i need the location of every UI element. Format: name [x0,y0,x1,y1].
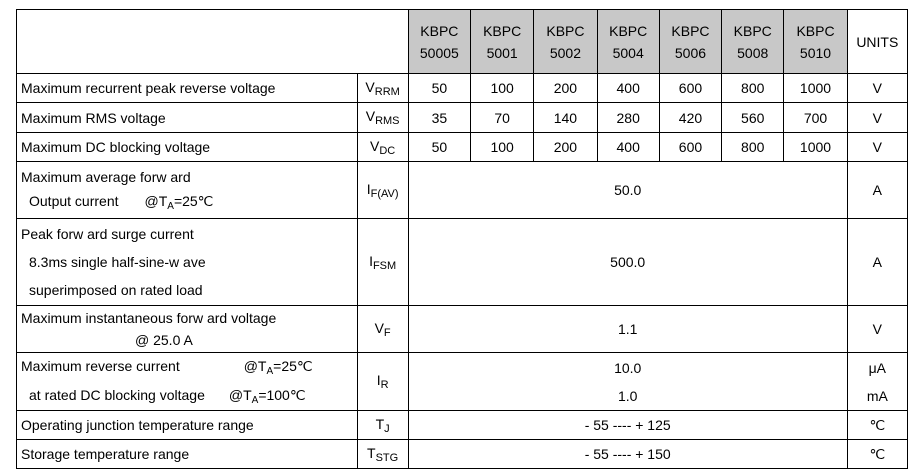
model-header: KBPC 5004 [597,10,659,74]
value-cell: 700 [784,103,847,133]
unit-cell: V [847,74,907,103]
value-cell: 420 [659,103,721,133]
units-header: UNITS [847,10,907,74]
ratings-table [16,9,908,469]
value-cell: 140 [534,103,597,133]
value-cell: 400 [597,74,659,103]
param-symbol: $I_{FSM}$ [357,219,408,306]
table-row-tj [17,411,908,440]
value-cell: 560 [722,103,784,133]
model-header: KBPC 5006 [659,10,721,74]
value-cell: 10.0 1.0 [408,353,847,411]
table-row-vf [17,306,908,353]
value-cell: 400 [597,133,659,162]
param-description: Maximum average forw ard Output current $@T_A=25℃$ [17,162,358,219]
param-symbol: $V_{RRM}$ [357,74,408,103]
value-cell: 200 [534,74,597,103]
value-cell: 800 [722,74,784,103]
value-cell: 100 [471,133,534,162]
param-symbol: $T_J$ [357,411,408,440]
param-description: Maximum instantaneous forw ard voltage @ 25.0 A [17,306,358,353]
value-cell: 600 [659,133,721,162]
table-row-ifsm [17,219,908,306]
value-cell: 800 [722,133,784,162]
param-symbol: $V_F$ [357,306,408,353]
param-symbol: $T_{STG}$ [357,440,408,469]
value-cell: 600 [659,74,721,103]
unit-cell: ℃ [847,440,907,469]
value-cell: 50 [408,133,470,162]
unit-cell: V [847,103,907,133]
param-symbol: $I_R$ [357,353,408,411]
param-symbol: $I_{F(AV)}$ [357,162,408,219]
unit-cell: μA mA [847,353,907,411]
param-description: Maximum reverse current $@T_A=25℃$ at rated DC blocking voltage $@T_A=100℃$ [17,353,358,411]
unit-cell: A [847,219,907,306]
table-row-tstg [17,440,908,469]
param-description: Peak forw ard surge current 8.3ms single half-sine-w ave superimposed on rated load [17,219,358,306]
value-cell: 100 [471,74,534,103]
header-row [17,10,908,74]
model-header: KBPC 5001 [471,10,534,74]
param-symbol: $V_{RMS}$ [357,103,408,133]
model-header: KBPC 50005 [408,10,470,74]
value-cell: 35 [408,103,470,133]
value-cell: 70 [471,103,534,133]
param-description: Maximum DC blocking voltage [17,133,358,162]
table-row-vdc [17,133,908,162]
value-cell: 500.0 [408,219,847,306]
param-description: Maximum RMS voltage [17,103,358,133]
unit-cell: A [847,162,907,219]
model-header: KBPC 5008 [722,10,784,74]
table-row-vrms [17,103,908,133]
model-header: KBPC 5002 [534,10,597,74]
header-blank-cell [17,10,409,74]
table-row-ir [17,353,908,411]
param-description: Operating junction temperature range [17,411,358,440]
value-cell: 1.1 [408,306,847,353]
param-description: Storage temperature range [17,440,358,469]
value-cell: 1000 [784,74,847,103]
model-header: KBPC 5010 [784,10,847,74]
value-cell: - 55 ---- + 125 [408,411,847,440]
table-row-ifav [17,162,908,219]
value-cell: - 55 ---- + 150 [408,440,847,469]
param-symbol: $V_{DC}$ [357,133,408,162]
value-cell: 50 [408,74,470,103]
value-cell: 1000 [784,133,847,162]
param-description: Maximum recurrent peak reverse voltage [17,74,358,103]
table-row-vrrm [17,74,908,103]
unit-cell: V [847,306,907,353]
unit-cell: ℃ [847,411,907,440]
value-cell: 200 [534,133,597,162]
unit-cell: V [847,133,907,162]
value-cell: 50.0 [408,162,847,219]
value-cell: 280 [597,103,659,133]
